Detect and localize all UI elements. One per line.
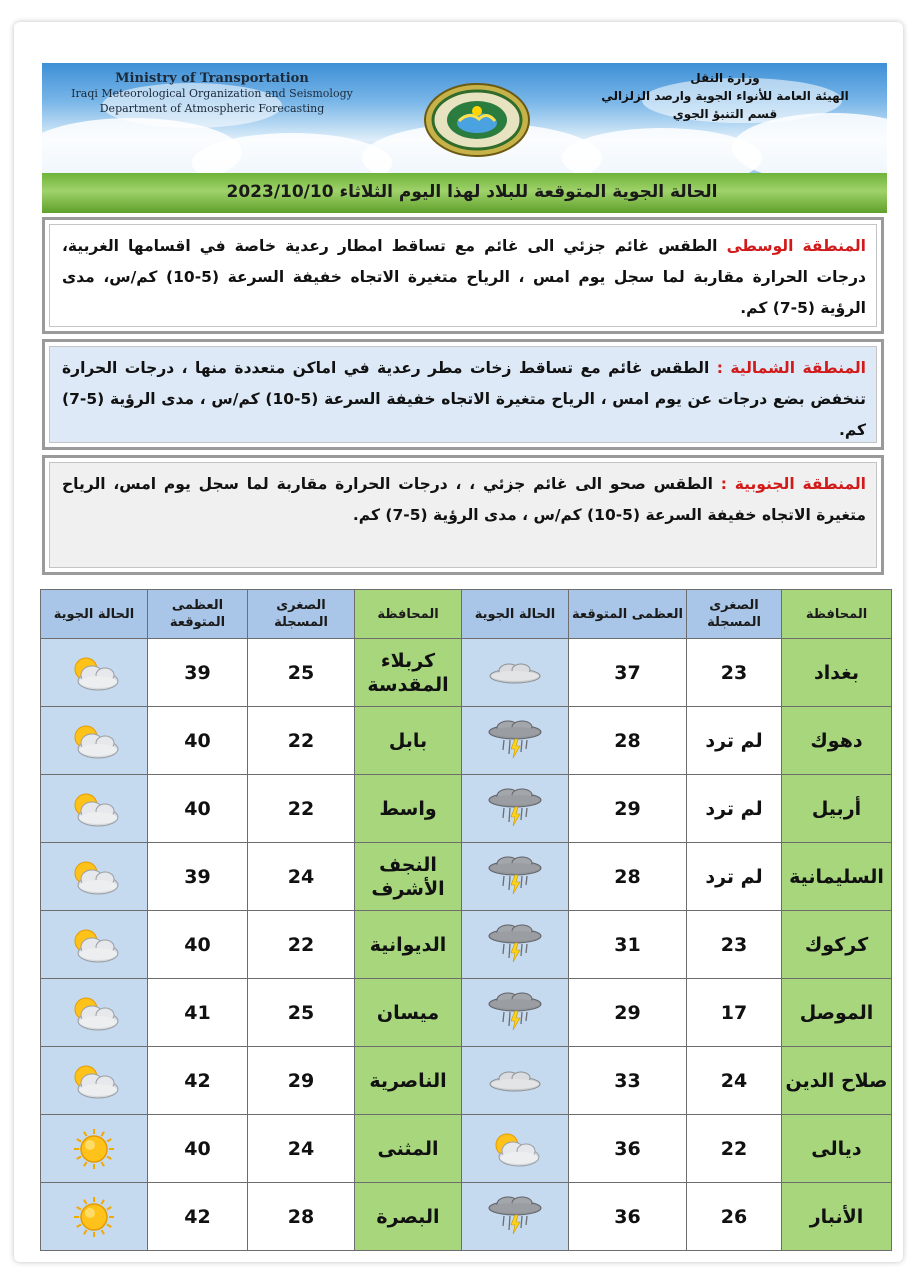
partly-cloudy-icon (64, 719, 124, 763)
thunderstorm-icon (484, 854, 546, 900)
weather-cell (41, 1115, 148, 1183)
max-temp-cell: 28 (569, 843, 687, 911)
table-header-row (41, 590, 892, 639)
region-text: الطقس صحو الى غائم جزئي ، ، درجات الحرارة مقاربة لما سجل يوم امس، الرياح متغيرة الاتجاه خفيفة السرعة (5-10) كم/س ، مدى الرؤية (5-7) كم. (62, 475, 866, 524)
governorate-cell: المثنى (355, 1115, 462, 1183)
thunderstorm-icon (484, 786, 546, 832)
region-label: المنطقة الشمالية : (716, 359, 866, 377)
partly-cloudy-icon (64, 991, 124, 1035)
region-text: الطقس غائم مع تساقط زخات مطر رعدية في اماكن متعددة منها ، درجات الحرارة تنخفض بضع درجات عن يوم امس ، الرياح متغيرة الاتجاه خفيفة السرعة (5-10) كم/س ، مدى الرؤية (5-7) كم. (62, 359, 866, 439)
min-temp-cell: لم ترد (687, 843, 782, 911)
governorate-cell: بغداد (782, 639, 892, 707)
max-temp-cell: 28 (569, 707, 687, 775)
min-temp-cell: 26 (687, 1183, 782, 1251)
cloudy-icon (485, 1066, 545, 1096)
partly-cloudy-icon (64, 787, 124, 831)
table-row (41, 1183, 892, 1251)
table-row (41, 775, 892, 843)
partly-cloudy-icon (485, 1127, 545, 1171)
max-temp-cell: 37 (569, 639, 687, 707)
weather-cell (462, 911, 569, 979)
max-temp-cell: 42 (148, 1047, 248, 1115)
max-temp-cell: 39 (148, 843, 248, 911)
weather-cell (41, 1183, 148, 1251)
table-row (41, 1115, 892, 1183)
governorate-cell: النجف الأشرف (355, 843, 462, 911)
department-name-ar: قسم التنبؤ الجوي (672, 107, 778, 121)
weather-cell (462, 979, 569, 1047)
header-min-recorded: الصغرى المسجلة (248, 590, 355, 639)
max-temp-cell: 41 (148, 979, 248, 1047)
max-temp-cell: 31 (569, 911, 687, 979)
ministry-name-ar: وزارة النقل (690, 71, 760, 85)
sunny-icon (66, 1127, 122, 1171)
region-label: المنطقة الجنوبية : (720, 475, 866, 493)
max-temp-cell: 39 (148, 639, 248, 707)
max-temp-cell: 36 (569, 1183, 687, 1251)
weather-cell (41, 775, 148, 843)
weather-cell (41, 911, 148, 979)
min-temp-cell: 22 (248, 911, 355, 979)
table-row (41, 707, 892, 775)
weather-cell (41, 1047, 148, 1115)
governorate-cell: كركوك (782, 911, 892, 979)
max-temp-cell: 36 (569, 1115, 687, 1183)
max-temp-cell: 42 (148, 1183, 248, 1251)
governorate-cell: صلاح الدين (782, 1047, 892, 1115)
forecast-table (40, 589, 892, 1251)
ministry-name: Ministry of Transportation (115, 71, 309, 86)
governorate-cell: واسط (355, 775, 462, 843)
table-row (41, 1047, 892, 1115)
governorate-cell: الديوانية (355, 911, 462, 979)
weather-cell (41, 843, 148, 911)
governorate-cell: الموصل (782, 979, 892, 1047)
organization-name: Iraqi Meteorological Organization and Seismology (71, 87, 353, 100)
min-temp-cell: 28 (248, 1183, 355, 1251)
header-weather: الحالة الجوية (462, 590, 569, 639)
max-temp-cell: 40 (148, 707, 248, 775)
max-temp-cell: 33 (569, 1047, 687, 1115)
region-text: الطقس غائم جزئي الى غائم مع تساقط امطار رعدية خاصة في اقسامها الغربية، درجات الحرارة مقاربة لما سجل يوم امس ، الرياح متغيرة الاتجاه خفيفة السرعة (5-10) كم/س، مدى الرؤية (5-7) كم. (62, 237, 866, 317)
page-title: الحالة الجوية المتوقعة للبلاد لهذا اليوم الثلاثاء 2023/10/10 (226, 182, 718, 202)
weather-cell (462, 639, 569, 707)
organization-logo-icon (417, 81, 537, 159)
min-temp-cell: 25 (248, 639, 355, 707)
governorate-cell: دهوك (782, 707, 892, 775)
sunny-icon (66, 1195, 122, 1239)
header-weather: الحالة الجوية (41, 590, 148, 639)
table-row (41, 639, 892, 707)
min-temp-cell: 25 (248, 979, 355, 1047)
max-temp-cell: 40 (148, 775, 248, 843)
thunderstorm-icon (484, 990, 546, 1036)
governorate-cell: كربلاء المقدسة (355, 639, 462, 707)
department-name: Department of Atmospheric Forecasting (99, 102, 325, 115)
header-min-recorded: الصغرى المسجلة (687, 590, 782, 639)
weather-cell (462, 1115, 569, 1183)
governorate-cell: ديالى (782, 1115, 892, 1183)
max-temp-cell: 40 (148, 911, 248, 979)
partly-cloudy-icon (64, 1059, 124, 1103)
min-temp-cell: 24 (687, 1047, 782, 1115)
header-max-expected: العظمى المتوقعة (148, 590, 248, 639)
min-temp-cell: 29 (248, 1047, 355, 1115)
region-central (42, 217, 884, 334)
thunderstorm-icon (484, 1194, 546, 1240)
thunderstorm-icon (484, 922, 546, 968)
header-governorate: المحافظة (355, 590, 462, 639)
min-temp-cell: 23 (687, 911, 782, 979)
max-temp-cell: 40 (148, 1115, 248, 1183)
weather-cell (41, 639, 148, 707)
governorate-cell: بابل (355, 707, 462, 775)
min-temp-cell: 17 (687, 979, 782, 1047)
region-label: المنطقة الوسطى (726, 237, 866, 255)
min-temp-cell: 22 (687, 1115, 782, 1183)
header-max-expected: العظمى المتوقعة (569, 590, 687, 639)
region-north (42, 339, 884, 450)
header-arabic (575, 69, 875, 123)
max-temp-cell: 29 (569, 775, 687, 843)
table-row (41, 843, 892, 911)
min-temp-cell: 24 (248, 843, 355, 911)
header-governorate: المحافظة (782, 590, 892, 639)
governorate-cell: الأنبار (782, 1183, 892, 1251)
governorate-cell: البصرة (355, 1183, 462, 1251)
governorate-cell: ميسان (355, 979, 462, 1047)
min-temp-cell: 23 (687, 639, 782, 707)
max-temp-cell: 29 (569, 979, 687, 1047)
table-row (41, 979, 892, 1047)
thunderstorm-icon (484, 718, 546, 764)
governorate-cell: الناصرية (355, 1047, 462, 1115)
weather-cell (41, 707, 148, 775)
title-bar (42, 173, 887, 213)
organization-name-ar: الهيئة العامة للأنواء الجوية وارصد الزلزالي (601, 89, 849, 103)
weather-cell (462, 775, 569, 843)
weather-cell (41, 979, 148, 1047)
cloudy-icon (485, 658, 545, 688)
partly-cloudy-icon (64, 923, 124, 967)
weather-cell (462, 843, 569, 911)
weather-cell (462, 1047, 569, 1115)
min-temp-cell: لم ترد (687, 707, 782, 775)
header-banner (42, 63, 887, 173)
region-south (42, 455, 884, 575)
header-english (62, 71, 362, 116)
weather-cell (462, 1183, 569, 1251)
min-temp-cell: لم ترد (687, 775, 782, 843)
partly-cloudy-icon (64, 855, 124, 899)
weather-cell (462, 707, 569, 775)
min-temp-cell: 22 (248, 775, 355, 843)
min-temp-cell: 22 (248, 707, 355, 775)
min-temp-cell: 24 (248, 1115, 355, 1183)
partly-cloudy-icon (64, 651, 124, 695)
governorate-cell: السليمانية (782, 843, 892, 911)
governorate-cell: أربيل (782, 775, 892, 843)
table-row (41, 911, 892, 979)
